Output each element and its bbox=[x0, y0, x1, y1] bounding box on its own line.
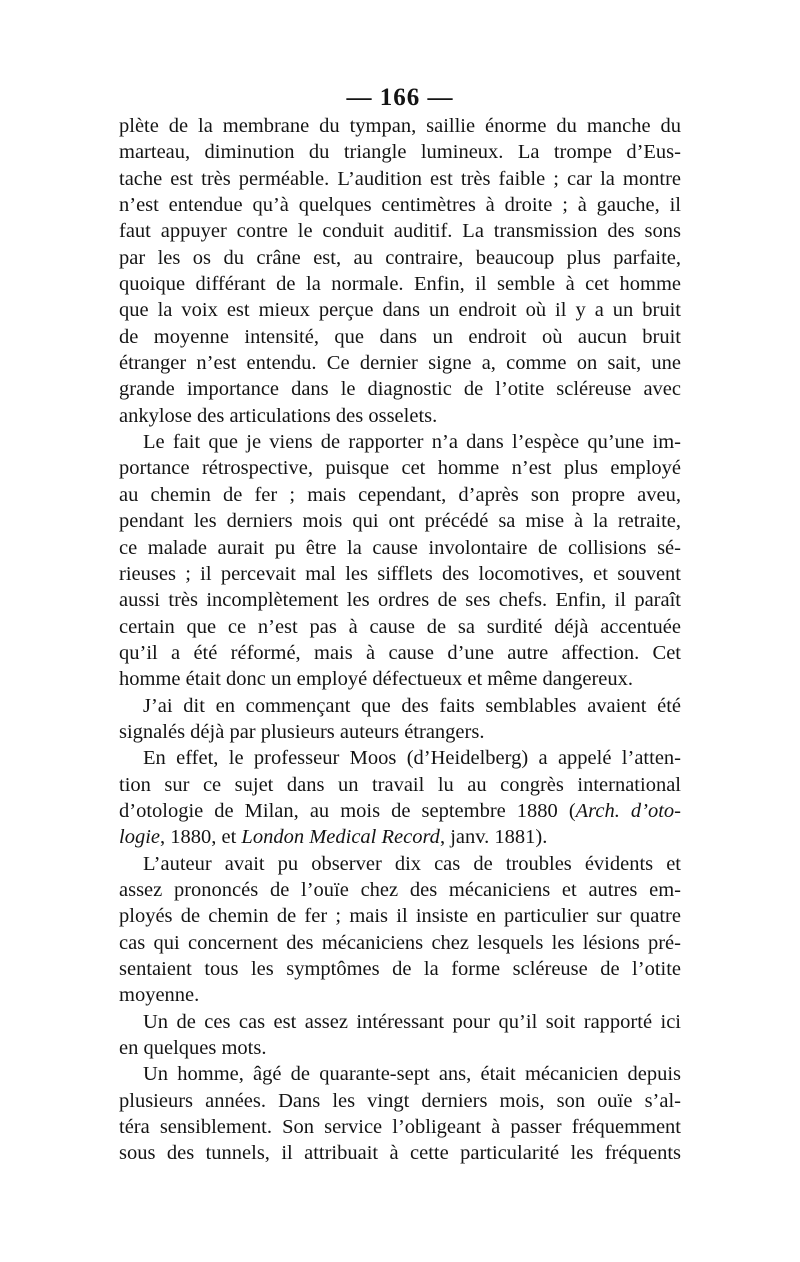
text-segment: , janv. 1881). bbox=[439, 826, 548, 849]
text-line: grande importance dans le diagnostic de l’otite scléreuse avec bbox=[119, 378, 681, 401]
text-line: ce malade aurait pu être la cause involontaire de collisions sé- bbox=[119, 536, 681, 559]
italic-segment: London Medical Record bbox=[241, 826, 440, 849]
text-line: cas qui concernent des mécaniciens chez lesquels les lésions pré- bbox=[119, 931, 681, 954]
italic-segment: Arch. d’oto- bbox=[575, 799, 682, 822]
text-line: en quelques mots. bbox=[119, 1037, 267, 1060]
text-line: tache est très perméable. L’audition est très faible ; car la montre bbox=[119, 167, 681, 190]
text-line: plète de la membrane du tympan, saillie énorme du manche du bbox=[119, 115, 681, 137]
text-line: au chemin de fer ; mais cependant, d’après son propre aveu, bbox=[119, 483, 681, 506]
text-line: Un homme, âgé de quarante-sept ans, était mécanicien depuis bbox=[143, 1063, 681, 1086]
text-line: de moyenne intensité, que dans un endroit où aucun bruit bbox=[119, 325, 681, 348]
text-line: tion sur ce sujet dans un travail lu au congrès international bbox=[119, 773, 681, 796]
text-line bbox=[119, 798, 681, 824]
text-line: assez prononcés de l’ouïe chez des mécaniciens et autres em- bbox=[119, 878, 681, 901]
text-line: signalés déjà par plusieurs auteurs étrangers. bbox=[119, 720, 485, 743]
italic-segment: logie bbox=[119, 826, 160, 849]
text-line: par les os du crâne est, au contraire, beaucoup plus parfaite, bbox=[119, 246, 681, 269]
text-line: sous des tunnels, il attribuait à cette particularité les fréquents bbox=[119, 1142, 681, 1165]
text-line: n’est entendue qu’à quelques centimètres à droite ; à gauche, il bbox=[119, 194, 681, 217]
text-line: quoique différant de la normale. Enfin, il semble à cet homme bbox=[119, 273, 681, 296]
text-line: L’auteur avait pu observer dix cas de troubles évidents et bbox=[143, 852, 681, 875]
text-line: marteau, diminution du triangle lumineux. La trompe d’Eus- bbox=[119, 141, 681, 164]
text-line: homme était donc un employé défectueux et même dangereux. bbox=[119, 668, 634, 691]
text-line: pendant les derniers mois qui ont précédé sa mise à la retraite, bbox=[119, 510, 681, 533]
text-line: qu’il a été réformé, mais à cause d’une autre affection. Cet bbox=[119, 641, 681, 664]
text-line: J’ai dit en commençant que des faits semblables avaient été bbox=[143, 694, 681, 717]
text-line bbox=[119, 824, 681, 850]
text-line: étranger n’est entendu. Ce dernier signe a, comme on sait, une bbox=[119, 352, 681, 375]
text-line: ankylose des articulations des osselets. bbox=[119, 404, 438, 427]
text-line: En effet, le professeur Moos (d’Heidelberg) a appelé l’atten- bbox=[143, 747, 681, 770]
text-line: ployés de chemin de fer ; mais il insiste en particulier sur quatre bbox=[119, 905, 681, 928]
text-line: aussi très incomplètement les ordres de ses chefs. Enfin, il paraît bbox=[119, 589, 681, 612]
text-line: Le fait que je viens de rapporter n’a dans l’espèce qu’une im- bbox=[143, 431, 681, 454]
text-segment: d’otologie de Milan, au mois de septembre 1880 ( bbox=[119, 799, 576, 822]
text-line: Un de ces cas est assez intéressant pour qu’il soit rapporté ici bbox=[143, 1010, 681, 1033]
text-line: certain que ce n’est pas à cause de sa surdité déjà accentuée bbox=[119, 615, 681, 638]
text-line: téra sensiblement. Son service l’obligeant à passer fréquemment bbox=[119, 1116, 681, 1139]
text-line: portance rétrospective, puisque cet homme n’est plus employé bbox=[119, 457, 681, 480]
text-line: que la voix est mieux perçue dans un endroit où il y a un bruit bbox=[119, 299, 681, 322]
text-segment: , 1880, et bbox=[160, 826, 242, 849]
text-line: faut appuyer contre le conduit auditif. La transmission des sons bbox=[119, 220, 681, 243]
text-line: moyenne. bbox=[119, 984, 200, 1007]
text-line: rieuses ; il percevait mal les sifflets des locomotives, et souvent bbox=[119, 562, 681, 585]
text-line: sentaient tous les symptômes de la forme scléreuse de l’otite bbox=[119, 958, 681, 980]
text-line: plusieurs années. Dans les vingt derniers mois, son ouïe s’al- bbox=[119, 1089, 681, 1112]
body-text bbox=[119, 113, 681, 1167]
page-number: — 166 — bbox=[346, 84, 454, 111]
